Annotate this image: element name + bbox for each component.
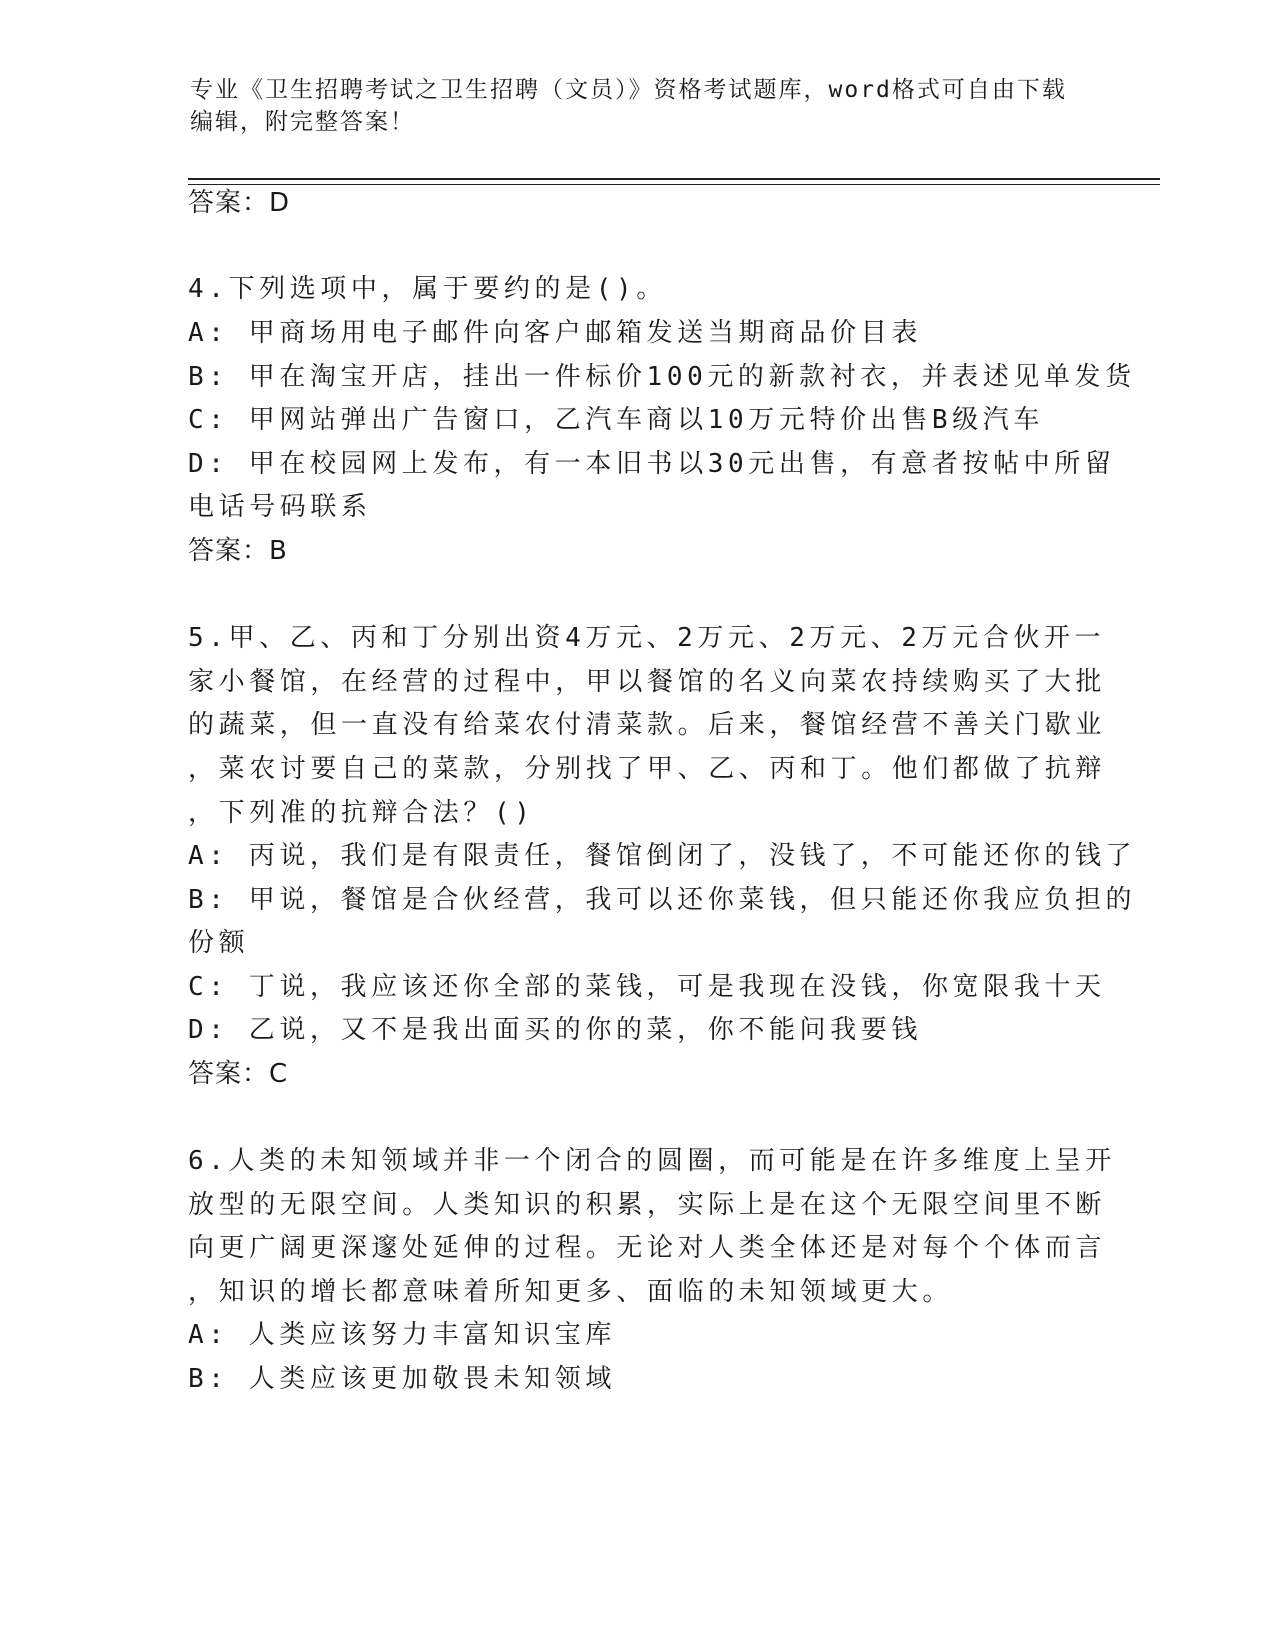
answer-q4: 答案：B — [188, 536, 288, 566]
q4-option-d-cont: 电话号码联系 — [188, 492, 372, 522]
q5-option-b-cont: 份额 — [188, 928, 250, 958]
q6-option-a: A: 人类应该努力丰富知识宝库 — [188, 1320, 616, 1350]
q6-stem-line-1: 6.人类的未知领域并非一个闭合的圆圈，而可能是在许多维度上呈开 — [188, 1146, 1116, 1176]
header-line-1: 专业《卫生招聘考试之卫生招聘（文员）》资格考试题库，word格式可自由下载 — [190, 77, 1067, 103]
q4-option-b: B: 甲在淘宝开店，挂出一件标价100元的新款衬衣，并表述见单发货 — [188, 362, 1136, 392]
header-divider-thick — [188, 178, 1160, 180]
q5-option-b: B: 甲说，餐馆是合伙经营，我可以还你菜钱，但只能还你我应负担的 — [188, 885, 1137, 915]
q4-option-d: D: 甲在校园网上发布，有一本旧书以30元出售，有意者按帖中所留 — [188, 449, 1116, 479]
q6-stem-line-2: 放型的无限空间。人类知识的积累，实际上是在这个无限空间里不断 — [188, 1190, 1107, 1220]
q6-option-b: B: 人类应该更加敬畏未知领域 — [188, 1364, 616, 1394]
q5-option-a: A: 丙说，我们是有限责任，餐馆倒闭了，没钱了，不可能还你的钱了 — [188, 841, 1137, 871]
header-divider-thin — [188, 184, 1160, 185]
q5-stem-line-1: 5.甲、乙、丙和丁分别出资4万元、2万元、2万元、2万元合伙开一 — [188, 623, 1106, 653]
q5-stem-line-5: ，下列准的抗辩合法？() — [188, 798, 535, 828]
answer-q5: 答案：C — [188, 1059, 289, 1089]
q4-option-a: A: 甲商场用电子邮件向客户邮箱发送当期商品价目表 — [188, 318, 922, 348]
q6-stem-line-4: ，知识的增长都意味着所知更多、面临的未知领域更大。 — [188, 1277, 954, 1307]
answer-q3: 答案：D — [188, 188, 291, 218]
q4-stem: 4.下列选项中，属于要约的是()。 — [188, 274, 667, 304]
q5-option-d: D: 乙说，又不是我出面买的你的菜，你不能问我要钱 — [188, 1015, 922, 1045]
header-line-2: 编辑，附完整答案！ — [190, 109, 415, 135]
q5-option-c: C: 丁说，我应该还你全部的菜钱，可是我现在没钱，你宽限我十天 — [188, 972, 1106, 1002]
q5-stem-line-4: ，菜农讨要自己的菜款，分别找了甲、乙、丙和丁。他们都做了抗辩 — [188, 754, 1107, 784]
q5-stem-line-3: 的蔬菜，但一直没有给菜农付清菜款。后来，餐馆经营不善关门歇业 — [188, 710, 1107, 740]
q5-stem-line-2: 家小餐馆，在经营的过程中，甲以餐馆的名义向菜农持续购买了大批 — [188, 667, 1107, 697]
q4-option-c: C: 甲网站弹出广告窗口，乙汽车商以10万元特价出售B级汽车 — [188, 405, 1044, 435]
document-header — [190, 74, 1090, 138]
q6-stem-line-3: 向更广阔更深邃处延伸的过程。无论对人类全体还是对每个个体而言 — [188, 1233, 1107, 1263]
